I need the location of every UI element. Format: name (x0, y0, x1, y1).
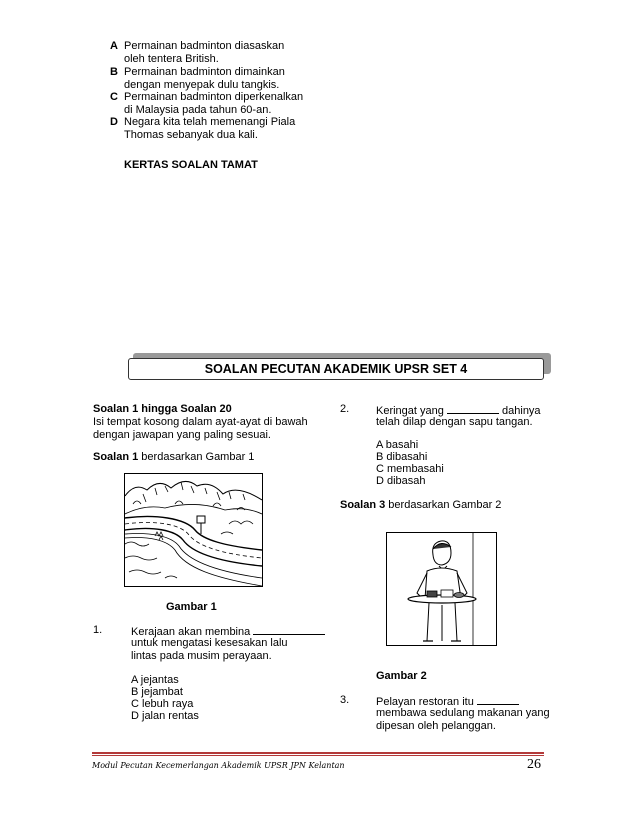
reference-gambar-1: Soalan 1 berdasarkan Gambar 1 (93, 451, 255, 463)
footer-rule (92, 752, 544, 754)
reference-gambar-2: Soalan 3 berdasarkan Gambar 2 (340, 499, 502, 511)
gambar-2-caption: Gambar 2 (376, 670, 427, 682)
q1-blank (253, 624, 325, 635)
q3-blank (477, 694, 519, 705)
q2-option-a: A basahi (376, 439, 419, 451)
q2-option-b: B dibasahi (376, 451, 428, 463)
end-of-paper-label: KERTAS SOALAN TAMAT (124, 159, 258, 171)
gambar-2-image (386, 532, 497, 646)
q1-line-2: untuk mengatasi kesesakan lalu (131, 637, 288, 649)
q3-line-2: membawa sedulang makanan yang (376, 707, 550, 719)
winding-road-illustration (125, 474, 262, 586)
prev-option-d: D Negara kita telah memenangi Piala Thomas sebanyak dua kali. (110, 116, 296, 141)
q3-line-3: dipesan oleh pelanggan. (376, 720, 496, 732)
prev-option-c: C Permainan badminton diperkenalkan di Malaysia pada tahun 60-an. (110, 91, 304, 116)
footer-rule-thin (92, 755, 544, 756)
page-number: 26 (527, 757, 541, 772)
q1-number: 1. (93, 624, 103, 636)
q2-number: 2. (340, 403, 350, 415)
q2-line-2: telah dilap dengan sapu tangan. (376, 416, 533, 428)
gambar-1-image (124, 473, 263, 587)
q2-option-d: D dibasah (376, 475, 426, 487)
instructions-line-1: Isi tempat kosong dalam ayat-ayat di bawah (93, 416, 308, 428)
section-banner: SOALAN PECUTAN AKADEMIK UPSR SET 4 (128, 358, 544, 380)
waiter-illustration (387, 533, 496, 645)
q2-line-1: Keringat yang dahinya (376, 405, 541, 417)
footer-title: Modul Pecutan Kecemerlangan Akademik UPSR JPN Kelantan (92, 761, 345, 770)
instructions-heading: Soalan 1 hingga Soalan 20 (93, 403, 232, 415)
q2-blank (447, 403, 499, 414)
prev-option-b: B Permainan badminton dimainkan dengan menyepak dulu tangkis. (110, 66, 285, 91)
q1-option-d: D jalan rentas (131, 710, 199, 722)
instructions-line-2: dengan jawapan yang paling sesuai. (93, 429, 271, 441)
q1-line-3: lintas pada musim perayaan. (131, 650, 272, 662)
q1-option-c: C lebuh raya (131, 698, 194, 710)
gambar-1-caption: Gambar 1 (166, 601, 217, 613)
q3-number: 3. (340, 694, 350, 706)
q2-option-c: C membasahi (376, 463, 444, 475)
prev-option-a: A Permainan badminton diasaskan oleh tentera British. (110, 40, 285, 65)
q3-line-1: Pelayan restoran itu (376, 694, 519, 709)
q1-line-1: Kerajaan akan membina (131, 624, 325, 639)
q1-option-b: B jejambat (131, 686, 183, 698)
q1-option-a: A jejantas (131, 674, 179, 686)
